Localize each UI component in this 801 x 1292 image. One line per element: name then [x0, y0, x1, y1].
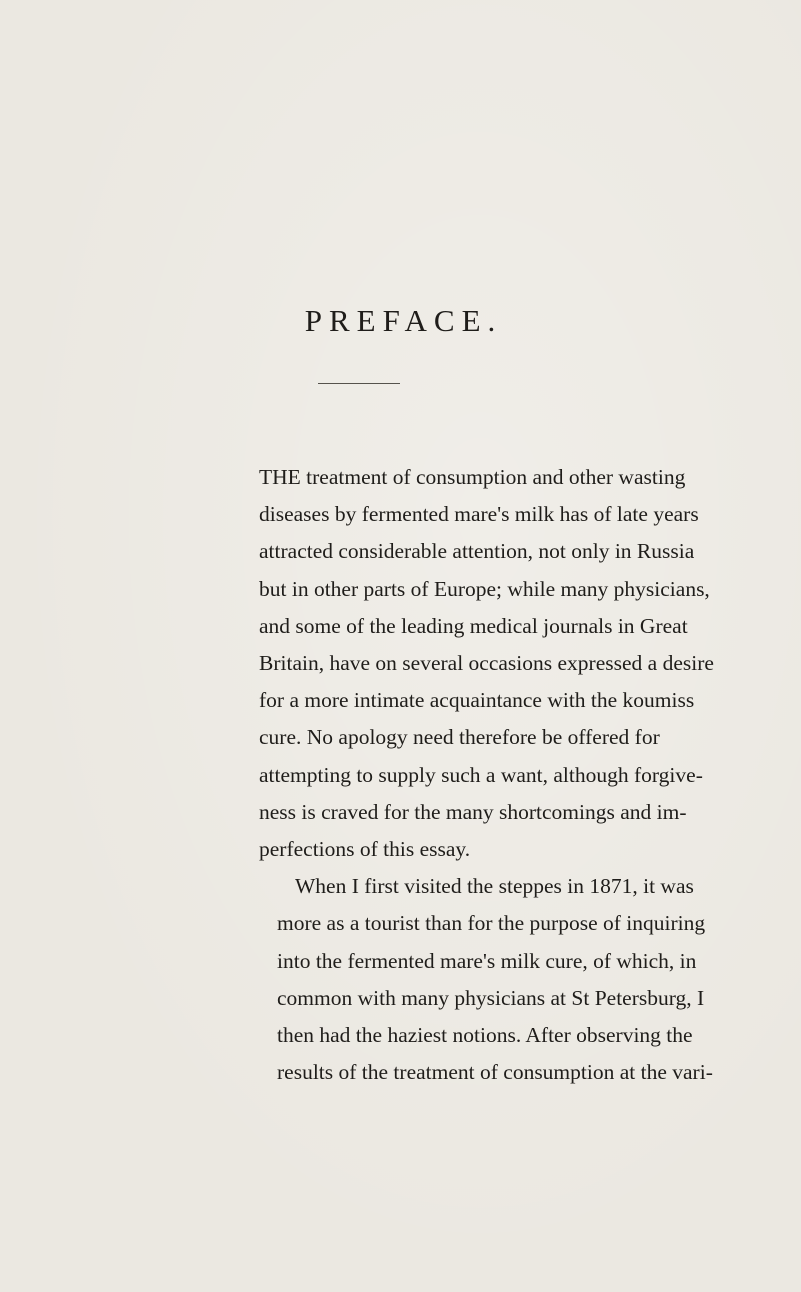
text-line: attracted considerable attention, not only in Russia: [259, 539, 695, 564]
paragraph-2: [259, 868, 713, 1091]
text-line: then had the haziest notions. After observing the: [277, 1023, 693, 1048]
text-line: common with many physicians at St Petersburg, I: [277, 985, 705, 1010]
text-line: Britain, have on several occasions expressed a desire: [259, 651, 714, 676]
page-heading: PREFACE.: [304, 303, 503, 338]
heading-divider: [318, 383, 400, 384]
text-line: THE treatment of consumption and other wasting: [259, 465, 686, 489]
text-line: cure. No apology need therefore be offered for: [259, 725, 660, 750]
body-text: [259, 459, 714, 1091]
text-line: and some of the leading medical journals in Great: [259, 613, 688, 638]
text-line: attempting to supply such a want, although forgive-: [259, 762, 703, 787]
paragraph-1: [259, 459, 714, 868]
text-line: more as a tourist than for the purpose of inquiring: [277, 911, 706, 936]
text-line: results of the treatment of consumption at the vari-: [277, 1060, 713, 1085]
text-line: ness is craved for the many shortcomings and im-: [259, 799, 687, 824]
text-line: into the fermented mare's milk cure, of which, in: [277, 948, 697, 973]
text-line: diseases by fermented mare's milk has of late years: [259, 502, 699, 527]
text-line: but in other parts of Europe; while many physicians,: [259, 576, 710, 601]
text-line: perfections of this essay.: [259, 837, 471, 862]
text-line: When I first visited the steppes in 1871, it was: [295, 874, 694, 899]
text-line: for a more intimate acquaintance with the koumiss: [259, 688, 695, 713]
